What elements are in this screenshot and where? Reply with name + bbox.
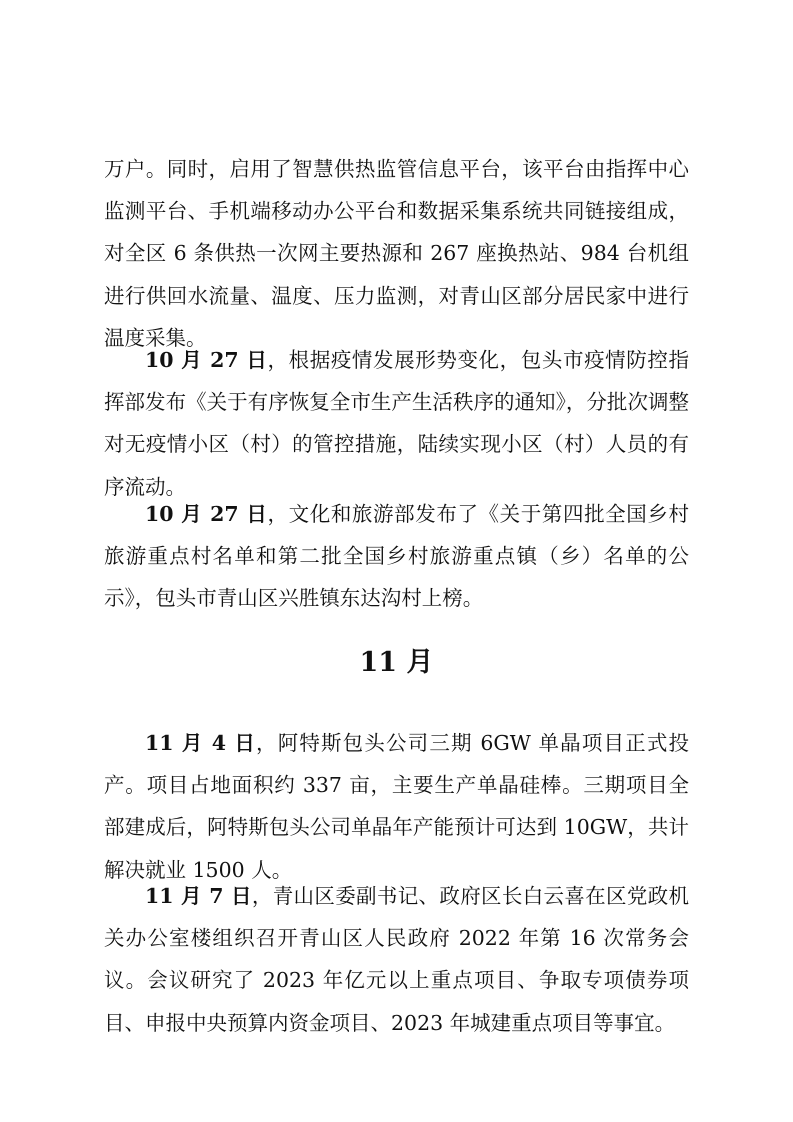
paragraph-canadian-solar (104, 722, 689, 891)
paragraph-text: ，青山区委副书记、政府区长白云喜在区党政机关办公室楼组织召开青山区人民政府 2022 年第 16 次常务会议。会议研究了 2023 年亿元以上重点项目、争取专项债券项目、申报中央预算内资金项目、2023 年城建重点项目等事宜。 (104, 884, 690, 1035)
paragraph-text: ，根据疫情发展形势变化，包头市疫情防控指挥部发布《关于有序恢复全市生产生活秩序的通知》，分批次调整对无疫情小区（村）的管控措施，陆续实现小区（村）人员的有序流动。 (104, 348, 690, 499)
paragraph-government-meeting (104, 875, 689, 1044)
paragraph-epidemic-control (104, 339, 689, 508)
paragraph-heating-platform (104, 148, 689, 359)
paragraph-date: 10 月 27 日 (145, 348, 268, 372)
paragraph-text: ，阿特斯包头公司三期 6GW 单晶项目正式投产。项目占地面积约 337 亩，主要生产单晶硅棒。三期项目全部建成后，阿特斯包头公司单晶年产能预计可达到 10GW，共计解决就业 1500 人。 (104, 731, 689, 882)
paragraph-date: 10 月 27 日 (145, 502, 268, 526)
paragraph-text: ，文化和旅游部发布了《关于第四批全国乡村旅游重点村名单和第二批全国乡村旅游重点镇（乡）名单的公示》，包头市青山区兴胜镇东达沟村上榜。 (104, 502, 690, 611)
paragraph-date: 11 月 4 日 (145, 731, 257, 755)
paragraph-text: 万户。同时，启用了智慧供热监管信息平台，该平台由指挥中心监测平台、手机端移动办公平台和数据采集系统共同链接组成，对全区 6 条供热一次网主要热源和 267 座换热站、984 台机组进行供回水流量、温度、压力监测，对青山区部分居民家中进行温度采集。 (104, 157, 689, 350)
paragraph-date: 11 月 7 日 (145, 884, 252, 908)
month-heading: 11 月 (359, 647, 434, 678)
paragraph-tourism-village (104, 493, 689, 620)
